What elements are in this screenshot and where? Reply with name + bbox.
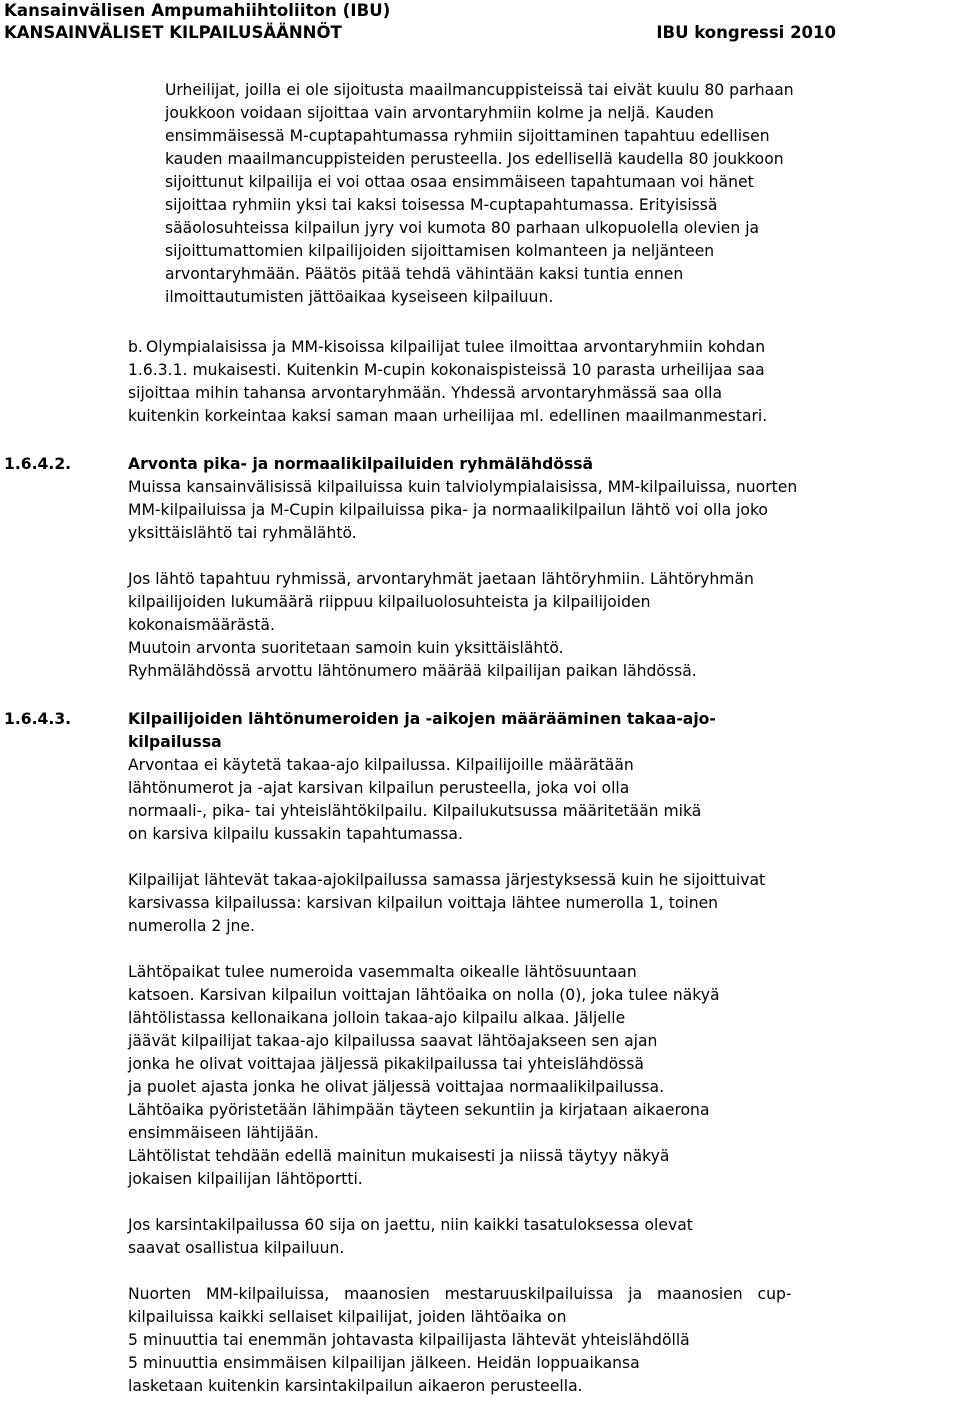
text-line: MM-kilpailuissa ja M-Cupin kilpailuissa pika- ja normaalikilpailun lähtö voi olla joko <box>128 501 768 519</box>
text-line: lähtönumerot ja -ajat karsivan kilpailun perusteella, joka voi olla <box>128 779 630 797</box>
text-line: kokonaismäärästä. <box>128 616 275 634</box>
text-line: sijoittaa ryhmiin yksi tai kaksi toisessa M-cuptapahtumassa. Erityisissä <box>165 196 718 214</box>
text-line: ja puolet ajasta jonka he olivat jäljessä voittajaa normaalikilpailussa. <box>128 1078 665 1096</box>
section-title-cont: kilpailussa <box>128 733 222 751</box>
text-line: Urheilijat, joilla ei ole sijoitusta maailmancuppisteissä tai eivät kuulu 80 parhaan <box>165 81 794 99</box>
list-label: b. <box>128 338 143 356</box>
text-line: Olympialaisissa ja MM-kisoissa kilpailijat tulee ilmoittaa arvontaryhmiin kohdan <box>146 338 766 356</box>
text-line: 1.6.3.1. mukaisesti. Kuitenkin M-cupin kokonaispisteissä 10 parasta urheilijaa saa <box>128 361 765 379</box>
paragraph-a <box>165 79 940 309</box>
text-line: jokaisen kilpailijan lähtöportti. <box>128 1170 363 1188</box>
page-header <box>4 0 956 44</box>
text-line: katsoen. Karsivan kilpailun voittajan lähtöaika on nolla (0), joka tulee näkyä <box>128 986 720 1004</box>
paragraph-b <box>128 336 940 428</box>
text-line: joukkoon voidaan sijoittaa vain arvontaryhmiin kolme ja neljä. Kauden <box>165 104 714 122</box>
header-row <box>4 22 956 44</box>
text-line: saavat osallistua kilpailuun. <box>128 1239 345 1257</box>
text-line: jonka he olivat voittajaa jäljessä pikakilpailussa tai yhteislähdössä <box>128 1055 644 1073</box>
text-line: arvontaryhmään. Päätös pitää tehdä vähintään kaksi tuntia ennen <box>165 265 684 283</box>
text-line: Jos lähtö tapahtuu ryhmissä, arvontaryhmät jaetaan lähtöryhmiin. Lähtöryhmän <box>128 570 754 588</box>
text-line: ilmoittautumisten jättöaikaa kyseiseen kilpailuun. <box>165 288 554 306</box>
text-line: 5 minuuttia ensimmäisen kilpailijan jälkeen. Heidän loppuaikansa <box>128 1354 640 1372</box>
org-title: Kansainvälisen Ampumahiihtoliiton (IBU) <box>4 1 391 20</box>
text-line: numerolla 2 jne. <box>128 917 255 935</box>
text-line: lasketaan kuitenkin karsintakilpailun aikaeron perusteella. <box>128 1377 583 1395</box>
text-line: normaali-, pika- tai yhteislähtökilpailu. Kilpailukutsussa määritetään mikä <box>128 802 702 820</box>
text-line: 5 minuuttia tai enemmän johtavasta kilpailijasta lähtevät yhteislähdöllä <box>128 1331 690 1349</box>
text-line: Nuorten MM-kilpailuissa, maanosien mestaruuskilpailuissa ja maanosien cup- <box>128 1285 792 1303</box>
text-line: Arvontaa ei käytetä takaa-ajo kilpailussa. Kilpailijoille määrätään <box>128 756 634 774</box>
text-line: jäävät kilpailijat takaa-ajo kilpailussa saavat lähtöajakseen sen ajan <box>128 1032 658 1050</box>
text-line: Lähtöaika pyöristetään lähimpään täyteen sekuntiin ja kirjataan aikaerona <box>128 1101 710 1119</box>
text-line: kilpailuissa kaikki sellaiset kilpailijat, joiden lähtöaika on <box>128 1308 567 1326</box>
text-line: Lähtölistat tehdään edellä mainitun mukaisesti ja niissä täytyy näkyä <box>128 1147 670 1165</box>
text-line: Muissa kansainvälisissä kilpailuissa kuin talviolympialaisissa, MM-kilpailuissa, nuorten <box>128 478 798 496</box>
text-line: sääolosuhteissa kilpailun jyry voi kumota 80 parhaan ulkopuolella olevien ja <box>165 219 760 237</box>
rules-title: KANSAINVÄLISET KILPAILUSÄÄNNÖT <box>4 23 342 42</box>
section-title: Arvonta pika- ja normaalikilpailuiden ryhmälähdössä <box>128 455 594 473</box>
text-line: sijoittaa mihin tahansa arvontaryhmään. Yhdessä arvontaryhmässä saa olla <box>128 384 723 402</box>
text-line: ensimmäisessä M-cuptapahtumassa ryhmiin sijoittaminen tapahtuu edellisen <box>165 127 770 145</box>
section-title: Kilpailijoiden lähtönumeroiden ja -aikojen määrääminen takaa-ajo- <box>128 710 716 728</box>
text-line: Ryhmälähdössä arvottu lähtönumero määrää kilpailijan paikan lähdössä. <box>128 662 697 680</box>
text-line: sijoittunut kilpailija ei voi ottaa osaa ensimmäiseen tapahtumaan voi hänet <box>165 173 754 191</box>
text-line: Jos karsintakilpailussa 60 sija on jaettu, niin kaikki tasatuloksessa olevat <box>128 1216 693 1234</box>
text-line: yksittäislähtö tai ryhmälähtö. <box>128 524 357 542</box>
section-number: 1.6.4.3. <box>4 710 72 728</box>
section-number: 1.6.4.2. <box>4 455 72 473</box>
text-line: lähtölistassa kellonaikana jolloin takaa-ajo kilpailu alkaa. Jäljelle <box>128 1009 626 1027</box>
text-line: Muutoin arvonta suoritetaan samoin kuin yksittäislähtö. <box>128 639 564 657</box>
text-line: Lähtöpaikat tulee numeroida vasemmalta oikealle lähtösuuntaan <box>128 963 637 981</box>
text-line: kilpailijoiden lukumäärä riippuu kilpailuolosuhteista ja kilpailijoiden <box>128 593 651 611</box>
text-line: kuitenkin korkeintaa kaksi saman maan urheilijaa ml. edellinen maailmanmestari. <box>128 407 768 425</box>
text-line: sijoittumattomien kilpailijoiden sijoittamisen kolmanteen ja neljänteen <box>165 242 715 260</box>
congress-label: IBU kongressi 2010 <box>656 23 836 42</box>
text-line: ensimmäiseen lähtijään. <box>128 1124 319 1142</box>
text-line: karsivassa kilpailussa: karsivan kilpailun voittaja lähtee numerolla 1, toinen <box>128 894 719 912</box>
text-line: Kilpailijat lähtevät takaa-ajokilpailussa samassa järjestyksessä kuin he sijoittuivat <box>128 871 766 889</box>
text-line: on karsiva kilpailu kussakin tapahtumassa. <box>128 825 463 843</box>
text-line: kauden maailmancuppisteiden perusteella. Jos edellisellä kaudella 80 joukkoon <box>165 150 784 168</box>
